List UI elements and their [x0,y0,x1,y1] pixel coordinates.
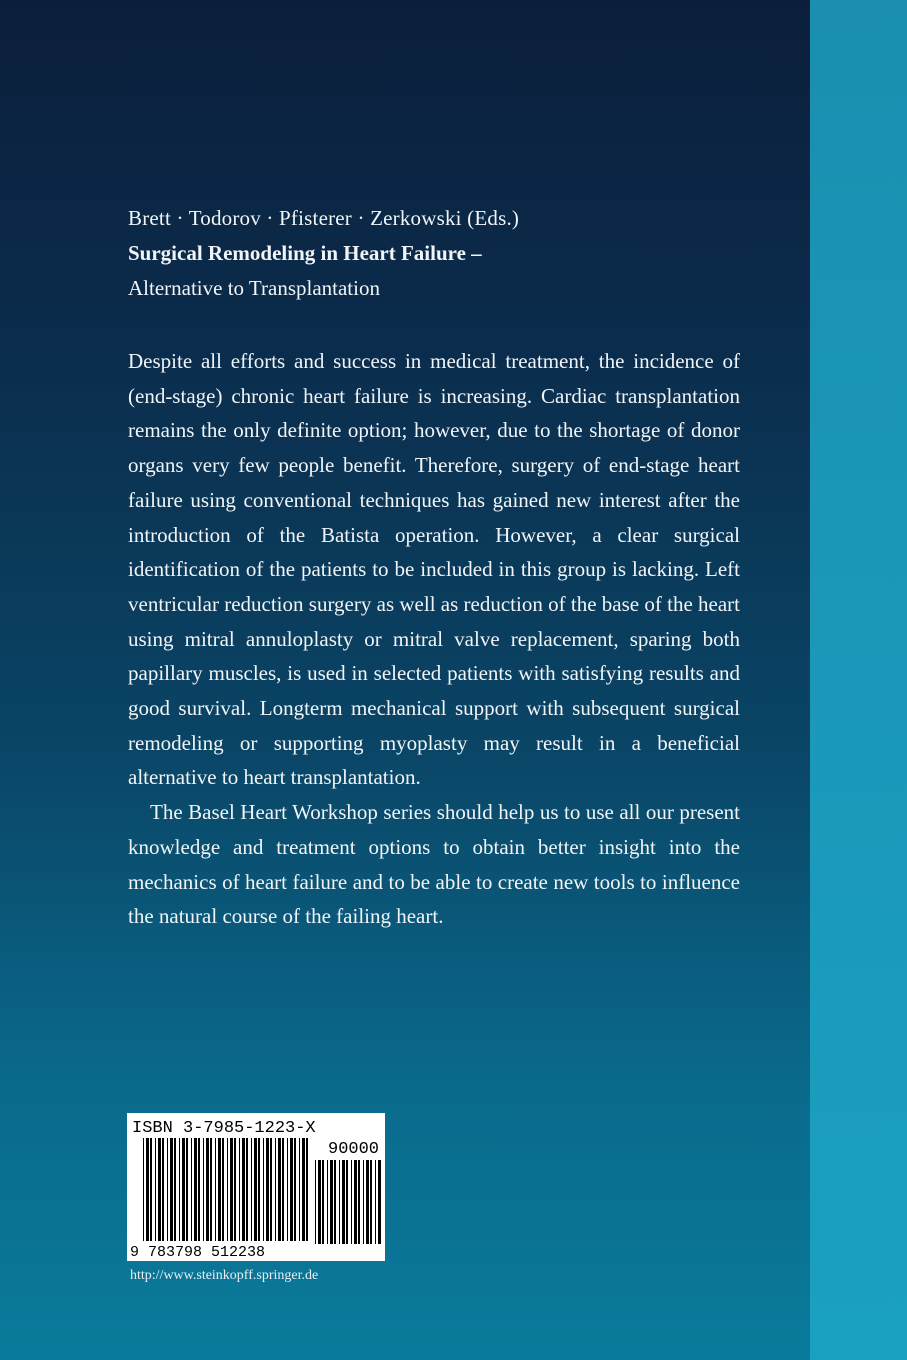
publisher-url: http://www.steinkopff.springer.de [130,1268,319,1283]
isbn-text: ISBN 3-7985-1223-X [132,1119,316,1138]
isbn-barcode [127,1113,385,1261]
addon-bars [315,1160,381,1244]
editors-line: Brett · Todorov · Pfisterer · Zerkowski (Eds.) [128,206,520,230]
price-code: 90000 [328,1140,380,1159]
ean-bars [143,1138,308,1241]
ean-digits: 9 783798 512238 [130,1244,266,1261]
book-title: Surgical Remodeling in Heart Failure – [128,241,482,265]
blurb-paragraph-2: The Basel Heart Workshop series should help us to use all our present knowledge and treatment options to obtain better insight into the mechanics of heart failure and to be able to create new tools to influence the natural course of the failing heart. [128,800,740,929]
spine-strip [810,0,907,1360]
book-subtitle: Alternative to Transplantation [128,276,380,300]
blurb [128,344,740,934]
blurb-paragraph-1: Despite all efforts and success in medical treatment, the incidence of (end-stage) chronic heart failure is increasing. Cardiac transplantation remains the only definite option; however, due to the shortage of donor organs very few people benefit. Therefore, surgery of end-stage heart failure using conventional techniques has gained new interest after the introduction of the Batista operation. However, a clear surgical identification of the patients to be included in this group is lacking. Left ventricular reduction surgery as well as reduction of the base of the heart using mitral annuloplasty or mitral valve replacement, sparing both papillary muscles, is used in selected patients with satisfying results and good survival. Longterm mechanical support with subsequent surgical remodeling or supporting myoplasty may result in a beneficial alternative to heart transplantation. [128,349,740,790]
